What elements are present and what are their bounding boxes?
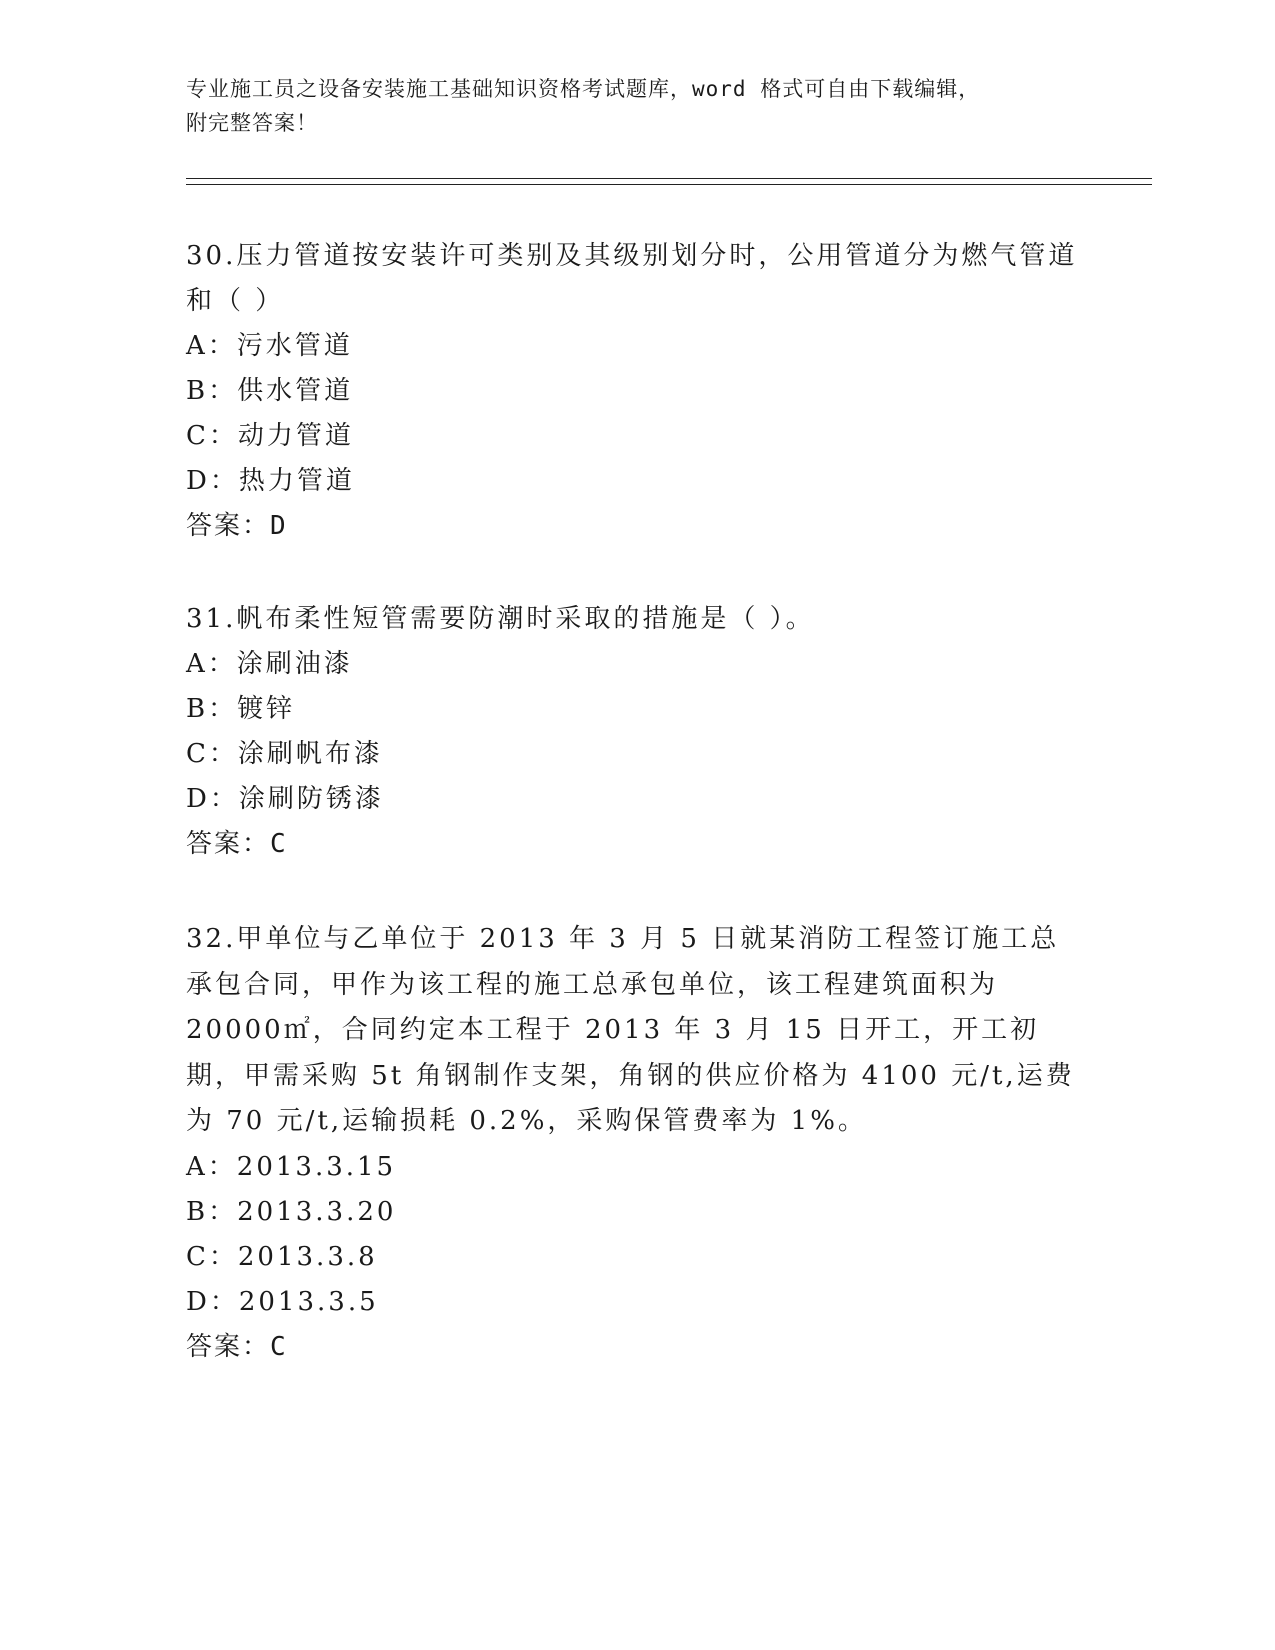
answer-value: D bbox=[270, 511, 288, 541]
option-c: C：涂刷帆布漆 bbox=[186, 739, 383, 769]
answer-value: C bbox=[270, 1331, 288, 1362]
answer-label: 答案： bbox=[186, 1331, 271, 1362]
option-d: D：涂刷防锈漆 bbox=[186, 784, 384, 814]
question-31 bbox=[186, 597, 1086, 867]
answer-label: 答案： bbox=[186, 829, 271, 859]
question-30 bbox=[186, 234, 1086, 549]
question-stem: 31.帆布柔性短管需要防潮时采取的措施是（ ）。 bbox=[186, 604, 815, 634]
answer-label: 答案： bbox=[186, 511, 271, 541]
option-a: A：涂刷油漆 bbox=[186, 649, 353, 679]
option-c: C：2013.3.8 bbox=[186, 1241, 378, 1272]
document-header bbox=[186, 72, 1066, 140]
question-32 bbox=[186, 917, 1086, 1370]
header-line-2: 附完整答案！ bbox=[186, 111, 318, 135]
header-divider-top bbox=[186, 178, 1152, 179]
option-d: D：热力管道 bbox=[186, 466, 355, 496]
option-c: C：动力管道 bbox=[186, 421, 354, 451]
header-divider-bottom bbox=[186, 184, 1152, 185]
answer-line bbox=[186, 1325, 1086, 1370]
question-stem: 32.甲单位与乙单位于 2013 年 3 月 5 日就某消防工程签订施工总承包合同，甲作为该工程的施工总承包单位，该工程建筑面积为 20000㎡，合同约定本工程于 2013 年 3 月 15 日开工，开工初期，甲需采购 5t 角钢制作支架，角钢的供应价格为 4100 元/t,运费为 70 元/t,运输损耗 0.2%，采购保管费率为 1%。 bbox=[186, 924, 1075, 1136]
question-stem: 30.压力管道按安装许可类别及其级别划分时，公用管道分为燃气管道和（ ） bbox=[186, 241, 1078, 316]
header-line-1: 专业施工员之设备安装施工基础知识资格考试题库，word 格式可自由下载编辑， bbox=[186, 77, 981, 101]
option-d: D：2013.3.5 bbox=[186, 1286, 379, 1317]
option-b: B：2013.3.20 bbox=[186, 1196, 397, 1227]
answer-line bbox=[186, 822, 1086, 867]
option-a: A：污水管道 bbox=[186, 331, 353, 361]
answer-line bbox=[186, 504, 1086, 549]
option-b: B：镀锌 bbox=[186, 694, 296, 724]
option-b: B：供水管道 bbox=[186, 376, 354, 406]
answer-value: C bbox=[270, 829, 288, 859]
option-a: A：2013.3.15 bbox=[186, 1151, 397, 1182]
